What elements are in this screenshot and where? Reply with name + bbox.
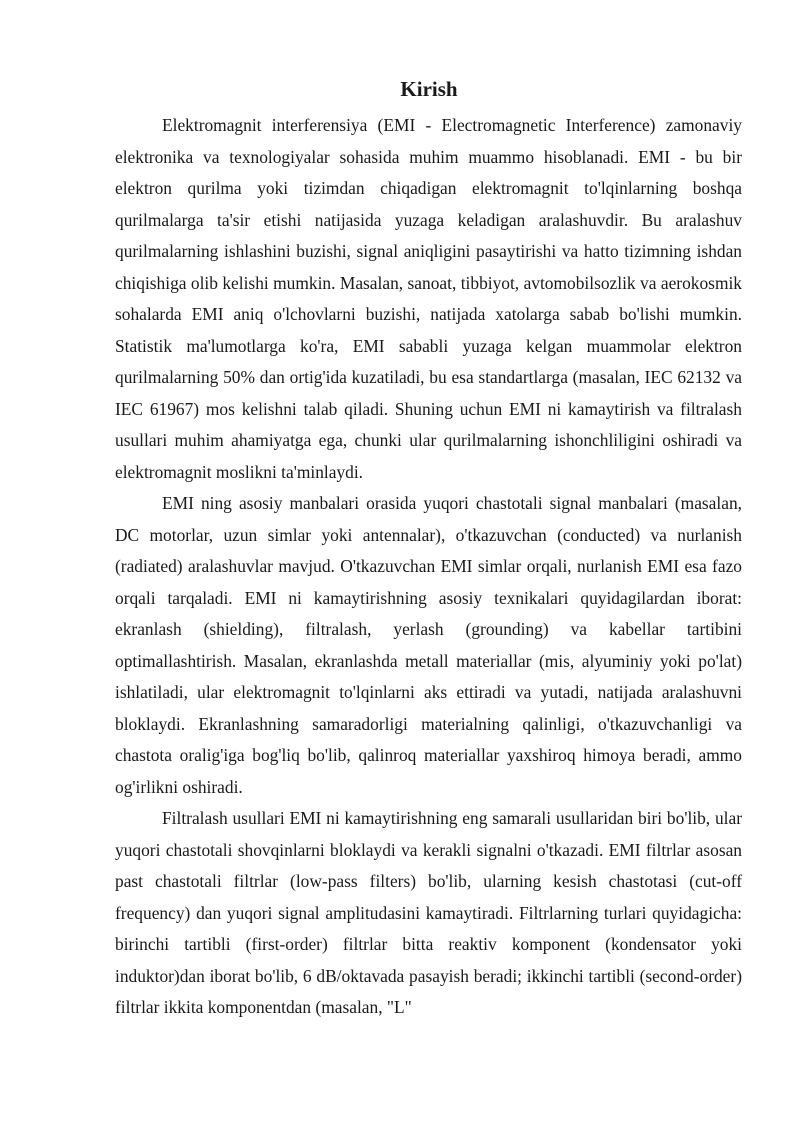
paragraph-1: Elektromagnit interferensiya (EMI - Electromagnetic Interference) zamonaviy elektronika va texnologiyalar sohasida muhim muammo hisoblanadi. EMI - bu bir elektron qurilma yoki tizimdan chiqadigan elektromagnit to'lqinlarning boshqa qurilmalarga ta'sir etishi natijasida yuzaga keladigan aralashuvdir. Bu aralashuv qurilmalarning ishlashini buzishi, signal aniqligini pasaytirishi va hatto tizimning ishdan chiqishiga olib kelishi mumkin. Masalan, sanoat, tibbiyot, avtomobilsozlik va aerokosmik sohalarda EMI aniq o'lchovlarni buzishi, natijada xatolarga sabab bo'lishi mumkin. Statistik ma'lumotlarga ko'ra, EMI sababli yuzaga kelgan muammolar elektron qurilmalarning 50% dan ortig'ida kuzatiladi, bu esa standartlarga (masalan, IEC 62132 va IEC 61967) mos kelishni talab qiladi. Shuning uchun EMI ni kamaytirish va filtralash usullari muhim ahamiyatga ega, chunki ular qurilmalarning ishonchliligini oshiradi va elektromagnit moslikni ta'minlaydi.: [115, 115, 742, 482]
paragraph-3: Filtralash usullari EMI ni kamaytirishning eng samarali usullaridan biri bo'lib, ular yuqori chastotali shovqinlarni bloklaydi va kerakli signalni o'tkazadi. EMI filtrlar asosan past chastotali filtrlar (low-pass filters) bo'lib, ularning kesish chastotasi (cut-off frequency) dan yuqori signal amplitudasini kamaytiradi. Filtrlarning turlari quyidagicha: birinchi tartibli (first-order) filtrlar bitta reaktiv komponent (kondensator yoki induktor)dan iborat bo'lib, 6 dB/oktavada pasayish beradi; ikkinchi tartibli (second-order) filtrlar ikkita komponentdan (masalan, "L": [115, 808, 742, 1017]
page-title: Kirish: [400, 77, 458, 101]
paragraph-2: EMI ning asosiy manbalari orasida yuqori chastotali signal manbalari (masalan, DC motorlar, uzun simlar yoki antennalar), o'tkazuvchan (conducted) va nurlanish (radiated) aralashuvlar mavjud. O'tkazuvchan EMI simlar orqali, nurlanish EMI esa fazo orqali tarqaladi. EMI ni kamaytirishning asosiy texnikalari quyidagilardan iborat: ekranlash (shielding), filtralash, yerlash (grounding) va kabellar tartibini optimallashtirish. Masalan, ekranlashda metall materiallar (mis, alyuminiy yoki po'lat) ishlatiladi, ular elektromagnit to'lqinlarni aks ettiradi va yutadi, natijada aralashuvni bloklaydi. Ekranlashning samaradorligi materialning qalinligi, o'tkazuvchanligi va chastota oralig'iga bog'liq bo'lib, qalinroq materiallar yaxshiroq himoya beradi, ammo og'irlikni oshiradi.: [115, 493, 742, 797]
document-body: [115, 110, 742, 1024]
